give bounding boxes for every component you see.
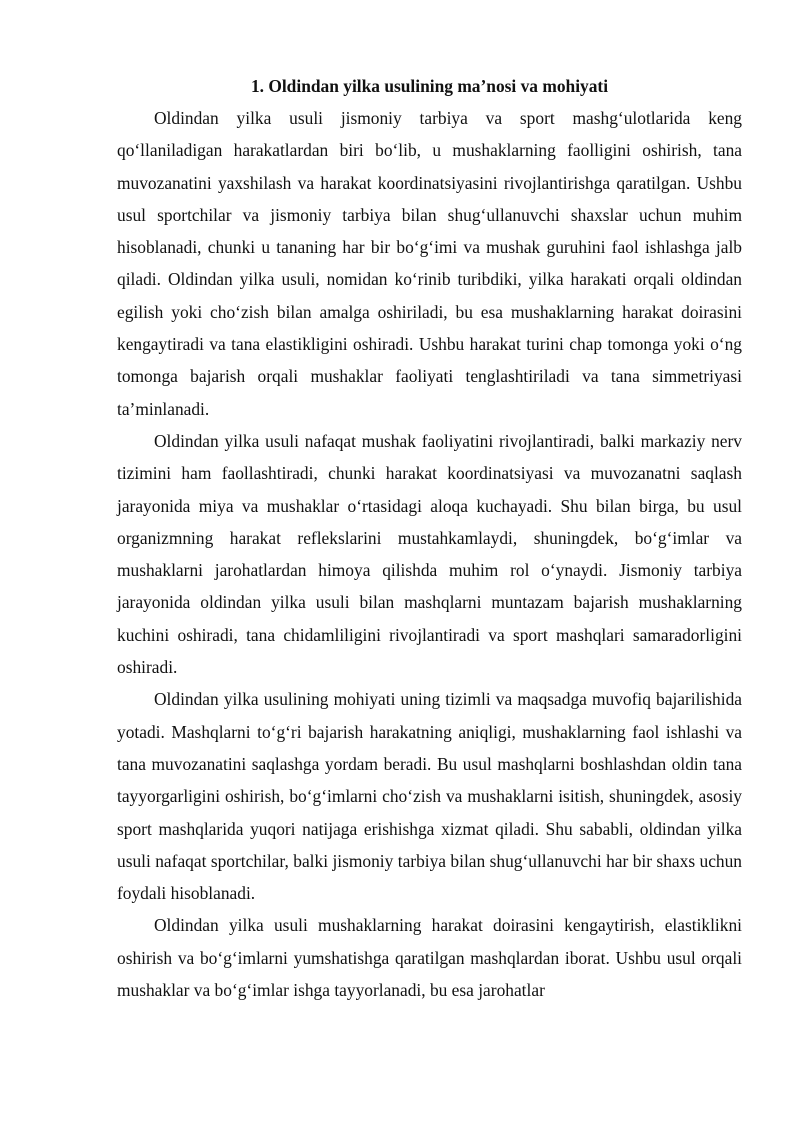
section-title: 1. Oldindan yilka usulining ma’nosi va mohiyati (250, 76, 609, 96)
document-body (117, 70, 742, 1006)
paragraph-4: Oldindan yilka usuli mushaklarning harakat doirasini kengaytirish, elastiklikni oshirish va bo‘g‘imlarni yumshatishga qaratilgan mashqlardan iborat. Ushbu usul orqali mushaklar va bo‘g‘imlar ishga tayyorlanadi, bu esa jarohatlar (117, 915, 742, 1001)
paragraph-1: Oldindan yilka usuli jismoniy tarbiya va sport mashg‘ulotlarida keng qo‘llaniladigan harakatlardan biri bo‘lib, u mushaklarning faolligini oshirish, tana muvozanatini yaxshilash va harakat koordinatsiyasini rivojlantirishga qaratilgan. Ushbu usul sportchilar va jismoniy tarbiya bilan shug‘ullanuvchi shaxslar uchun muhim hisoblanadi, chunki u tananing har bir bo‘g‘imi va mushak guruhini faol ishlashga jalb qiladi. Oldindan yilka usuli, nomidan ko‘rinib turibdiki, yilka harakati orqali oldindan egilish yoki cho‘zish bilan amalga oshiriladi, bu esa mushaklarning harakat doirasini kengaytiradi va tana elastikligini oshiradi. Ushbu harakat turini chap tomonga yoki o‘ng tomonga bajarish orqali mushaklar faoliyati tenglashtiriladi va tana simmetriyasi ta’minlanadi. (117, 108, 742, 419)
paragraph-2: Oldindan yilka usuli nafaqat mushak faoliyatini rivojlantiradi, balki markaziy nerv tizimini ham faollashtiradi, chunki harakat koordinatsiyasi va muvozanatni saqlash jarayonida miya va mushaklar o‘rtasidagi aloqa kuchayadi. Shu bilan birga, bu usul organizmning harakat reflekslarini mustahkamlaydi, shuningdek, bo‘g‘imlar va mushaklarni jarohatlardan himoya qilishda muhim rol o‘ynaydi. Jismoniy tarbiya jarayonida oldindan yilka usuli bilan mashqlarni muntazam bajarish mushaklarning kuchini oshiradi, tana chidamliligini rivojlantiradi va sport mashqlari samaradorligini oshiradi. (117, 430, 742, 678)
paragraph-3: Oldindan yilka usulining mohiyati uning tizimli va maqsadga muvofiq bajarilishida yotadi. Mashqlarni to‘g‘ri bajarish harakatning aniqligi, mushaklarning faol ishlashi va tana muvozanatini saqlashga yordam beradi. Bu usul mashqlarni boshlashdan oldin tana tayyorgarligini oshirish, bo‘g‘imlarni cho‘zish va mushaklarni isitish, shuningdek, asosiy sport mashqlarida yuqori natijaga erishishga xizmat qiladi. Shu sababli, oldindan yilka usuli nafaqat sportchilar, balki jismoniy tarbiya bilan shug‘ullanuvchi har bir shaxs uchun foydali hisoblanadi. (117, 689, 742, 904)
